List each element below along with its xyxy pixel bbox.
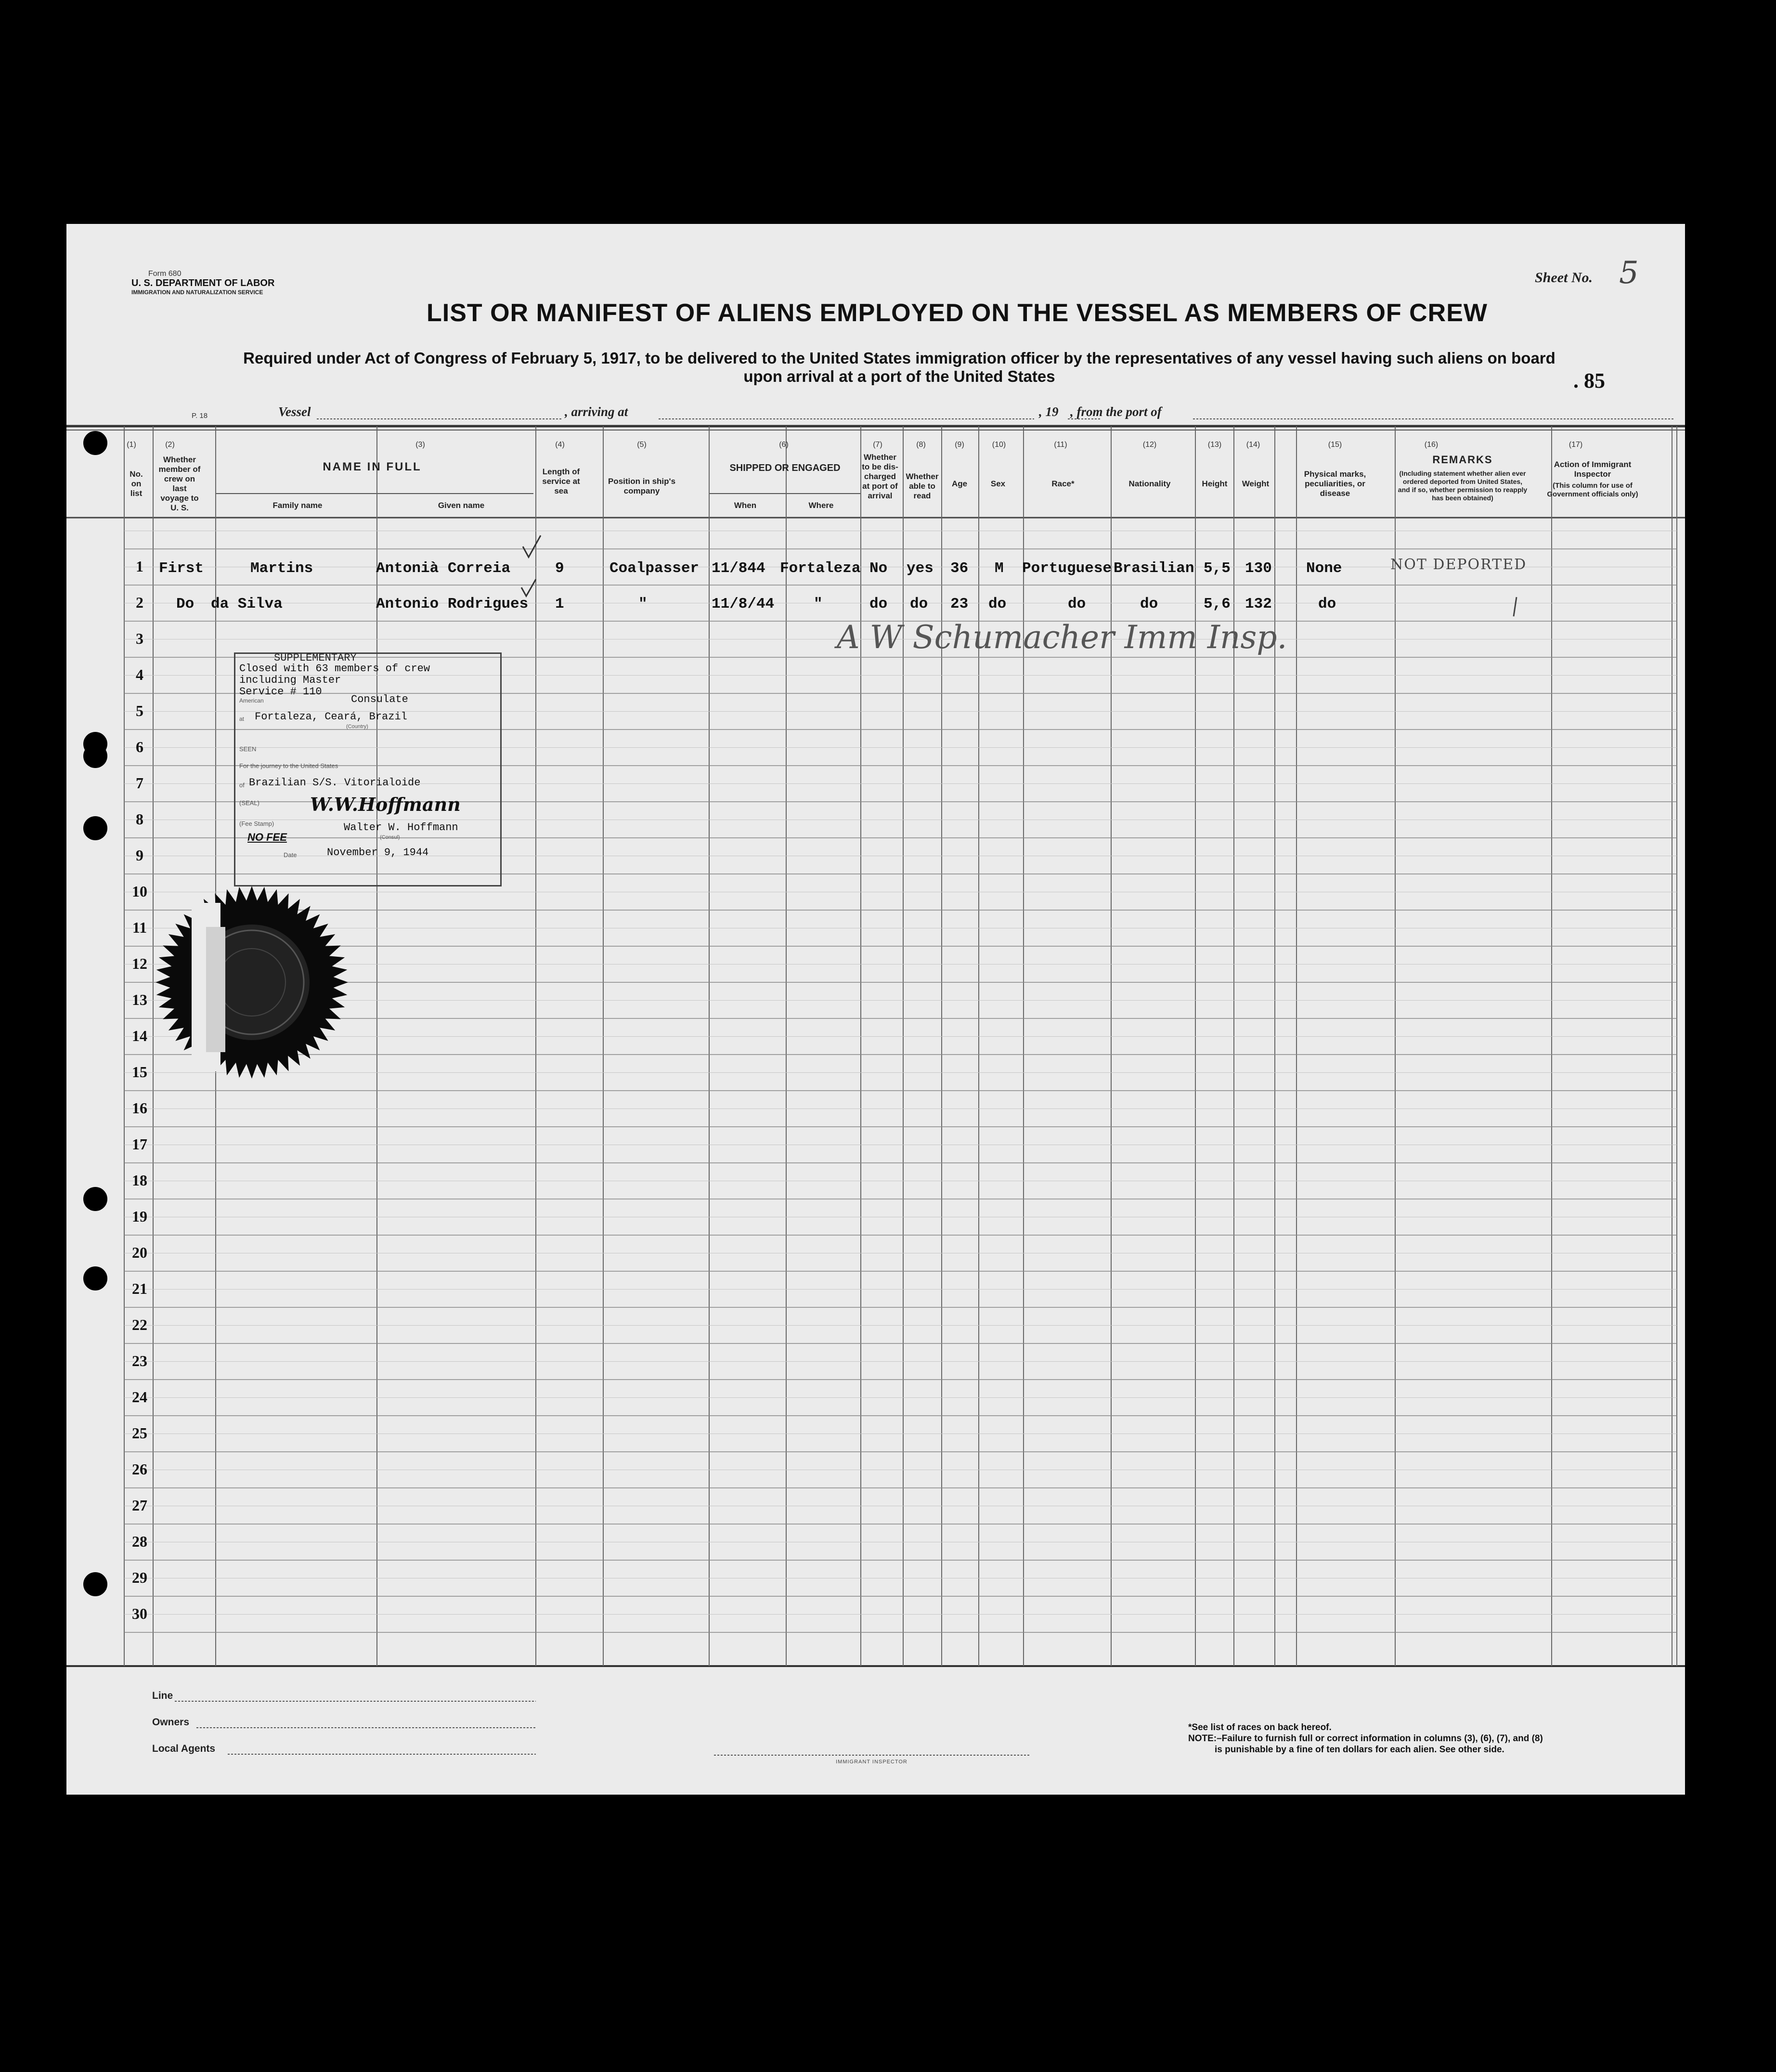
stamp-no-fee: NO FEE [247, 831, 287, 843]
row-number: 14 [132, 1027, 147, 1044]
row2-nationality: do [1140, 596, 1158, 612]
punch-hole [83, 816, 107, 840]
row1-discharged: No [869, 560, 888, 577]
col-num-15: (15) [1328, 441, 1342, 449]
col-num-11: (11) [1054, 441, 1067, 449]
footer-agents-label: Local Agents [152, 1743, 216, 1754]
footer-inspector-label: IMMIGRANT INSPECTOR [836, 1759, 907, 1765]
row-number: 6 [136, 738, 143, 756]
row-number: 27 [132, 1497, 147, 1514]
stamp-journey: For the journey to the United States [239, 762, 338, 769]
col-num-8: (8) [916, 441, 926, 449]
row1-marks: None [1306, 560, 1342, 577]
arriving-label: , arriving at [565, 404, 628, 419]
row-number: 23 [132, 1352, 147, 1369]
from-port-label: , from the port of [1070, 404, 1162, 419]
subtitle-line-2: upon arrival at a port of the United States [743, 367, 1055, 385]
punch-hole [83, 1266, 107, 1290]
row2-service: 1 [555, 596, 564, 612]
header-able-to-read: Whether able to read [906, 472, 939, 500]
stamp-seal: (SEAL) [239, 799, 259, 807]
footer-races-note: *See list of races on back hereof. [1188, 1722, 1332, 1733]
header-family-name: Family name [272, 501, 323, 510]
header-name-in-full: NAME IN FULL [323, 460, 422, 473]
col-num-10: (10) [992, 441, 1006, 449]
row-number: 5 [136, 702, 143, 719]
row1-sex: M [995, 560, 1004, 577]
header-discharged: Whether to be dis-charged at port of arrival [862, 453, 898, 500]
row-number: 1 [136, 558, 143, 575]
stamp-country-note: (Country) [346, 724, 368, 730]
row2-sex: do [988, 596, 1007, 612]
row-number: 2 [136, 594, 143, 611]
col-num-12: (12) [1142, 441, 1157, 449]
service-name: IMMIGRATION AND NATURALIZATION SERVICE [131, 289, 263, 296]
col-num-17: (17) [1569, 441, 1583, 449]
row-number: 28 [132, 1533, 147, 1550]
row2-given-name: Antonio Rodrigues [376, 596, 529, 612]
header-inspector-action: Action of Immigrant Inspector [1554, 460, 1632, 479]
header-position: Position in ship's company [608, 477, 676, 495]
punch-hole [83, 1572, 107, 1596]
row2-height: 5,6 [1204, 596, 1231, 612]
header-nationality: Nationality [1128, 479, 1171, 488]
footer-note-1: NOTE:–Failure to furnish full or correct information in columns (3), (6), (7), and (8) [1188, 1733, 1543, 1744]
col-num-7: (7) [873, 441, 882, 449]
footer-line-label: Line [152, 1690, 173, 1701]
row-number: 17 [132, 1135, 147, 1153]
header-where: Where [808, 501, 834, 510]
header-length-of-service: Length of service at sea [542, 467, 580, 495]
department-name: U. S. DEPARTMENT OF LABOR [131, 278, 275, 288]
row2-race: do [1068, 596, 1086, 612]
stamp-seen: SEEN [239, 745, 257, 753]
header-weight: Weight [1242, 479, 1270, 488]
row1-position: Coalpasser [609, 560, 700, 577]
header-when: When [734, 501, 757, 510]
page-number: . 85 [1573, 369, 1605, 392]
row-number: 22 [132, 1316, 147, 1333]
stamp-fee-stamp: (Fee Stamp) [239, 820, 274, 827]
consular-seal [153, 884, 355, 1091]
vessel-label: Vessel [278, 404, 311, 419]
col-num-6: (6) [779, 441, 789, 449]
header-inspector-note: (This column for use of Government officials only) [1547, 482, 1638, 498]
stamp-line-2: including Master [239, 674, 341, 686]
row2-family-name: da Silva [211, 596, 283, 612]
stamp-consul-note: (Consul) [380, 834, 400, 840]
row2-where: " [814, 596, 823, 612]
header-remarks-note: (Including statement whether alien ever ordered deported from United States, and if so, whether permission to reapply has been obtained) [1398, 469, 1528, 502]
stamp-at-prefix: at [239, 716, 245, 722]
row-number: 4 [136, 666, 143, 683]
stamp-line-3: Service # 110 [239, 686, 322, 698]
sheet-label: Sheet No. [1535, 270, 1593, 286]
row1-where: Fortaleza [780, 560, 861, 577]
stamp-title: SUPPLEMENTARY [274, 652, 357, 664]
row-number: 12 [132, 955, 147, 972]
row2-position: " [638, 596, 648, 612]
supplementary-stamp [234, 652, 502, 886]
row-number: 29 [132, 1569, 147, 1586]
row-number: 25 [132, 1424, 147, 1442]
row-number: 24 [132, 1388, 147, 1406]
row1-given-name: Antonià Correia [376, 560, 511, 577]
row1-weight: 130 [1245, 560, 1272, 577]
col-num-16: (16) [1424, 441, 1439, 449]
row-number: 8 [136, 810, 143, 828]
consul-signature: W.W.Hoffmann [310, 794, 461, 815]
row1-family-name: Martins [250, 560, 313, 577]
footer-note-2: is punishable by a fine of ten dollars for each alien. See other side. [1215, 1745, 1504, 1755]
row-number: 26 [132, 1460, 147, 1478]
row2-last-voyage: Do [176, 596, 194, 612]
stamp-vessel: Brazilian S/S. Vitorialoide [249, 777, 421, 789]
header-last-voyage: Whether member of crew on last voyage to U. S. [158, 455, 201, 512]
col-num-5: (5) [637, 441, 647, 449]
row-number: 11 [132, 919, 147, 936]
row2-when: 11/8/44 [712, 596, 775, 612]
p-code: P. 18 [192, 412, 208, 420]
stamp-date-prefix: Date [284, 851, 297, 859]
remarks-not-deported: NOT DEPORTED [1390, 556, 1527, 573]
header-sex: Sex [990, 479, 1006, 488]
row-number: 20 [132, 1244, 147, 1261]
row-number: 15 [132, 1063, 147, 1081]
subtitle-line-1: Required under Act of Congress of February 5, 1917, to be delivered to the United States immigration officer by the representatives of any vessel having such aliens on board [243, 349, 1556, 367]
stamp-city: Fortaleza, Ceará, Brazil [255, 711, 407, 723]
row2-weight: 132 [1245, 596, 1272, 612]
col-num-14: (14) [1246, 441, 1260, 449]
punch-hole [83, 744, 107, 768]
col-num-13: (13) [1207, 441, 1222, 449]
form-number: Form 680 [148, 270, 181, 278]
col-num-2: (2) [165, 441, 175, 449]
header-race: Race* [1051, 479, 1075, 488]
header-shipped-or-engaged: SHIPPED OR ENGAGED [729, 463, 841, 473]
col-num-4: (4) [555, 441, 565, 449]
col-num-9: (9) [955, 441, 964, 449]
row1-nationality: Brasilian [1114, 560, 1194, 577]
row2-discharged: do [869, 596, 888, 612]
stamp-of-prefix: of [239, 782, 245, 789]
manifest-title: LIST OR MANIFEST OF ALIENS EMPLOYED ON THE VESSEL AS MEMBERS OF CREW [427, 299, 1488, 327]
header-height: Height [1202, 479, 1228, 488]
row-number: 10 [132, 883, 147, 900]
row-number: 16 [132, 1099, 147, 1117]
row1-when: 11/844 [712, 560, 765, 577]
stamp-consulate: Consulate [351, 693, 408, 705]
row1-service: 9 [555, 560, 564, 577]
check-marks [66, 224, 1685, 657]
row-number: 19 [132, 1208, 147, 1225]
row1-height: 5,5 [1204, 560, 1231, 577]
footer-owners-label: Owners [152, 1717, 190, 1728]
row1-last-voyage: First [159, 560, 204, 577]
year-label: , 19 [1039, 404, 1059, 419]
header-age: Age [951, 479, 968, 488]
header-remarks: REMARKS [1432, 454, 1493, 466]
stamp-line-1: Closed with 63 members of crew [239, 663, 430, 675]
row-number: 3 [136, 630, 143, 647]
header-physical-marks: Physical marks, peculiarities, or disease [1304, 469, 1366, 498]
col-num-1: (1) [127, 441, 136, 449]
row-number: 13 [132, 991, 147, 1008]
stamp-consul-name: Walter W. Hoffmann [344, 821, 458, 834]
header-no-on-list: No. on list [130, 469, 143, 498]
punch-hole [83, 1187, 107, 1211]
row1-race: Portuguese [1022, 560, 1112, 577]
row-number: 21 [132, 1280, 147, 1297]
col-num-3: (3) [415, 441, 425, 449]
row-number: 9 [136, 847, 143, 864]
stamp-date: November 9, 1944 [327, 847, 429, 859]
row2-read: do [910, 596, 928, 612]
footer-lines [66, 1668, 1685, 1789]
sheet-number: 5 [1619, 255, 1639, 291]
row-number: 7 [136, 774, 143, 792]
row1-read: yes [907, 560, 933, 577]
row2-marks: do [1318, 596, 1336, 612]
row2-age: 23 [950, 596, 969, 612]
row-number: 30 [132, 1605, 147, 1622]
row-number: 18 [132, 1172, 147, 1189]
header-given-name: Given name [438, 501, 485, 510]
inspector-signature: A W Schumacher Imm Insp. [837, 619, 1287, 656]
row1-age: 36 [950, 560, 969, 577]
manifest-sheet [66, 224, 1685, 1795]
stamp-consulate-prefix: American [239, 697, 264, 704]
